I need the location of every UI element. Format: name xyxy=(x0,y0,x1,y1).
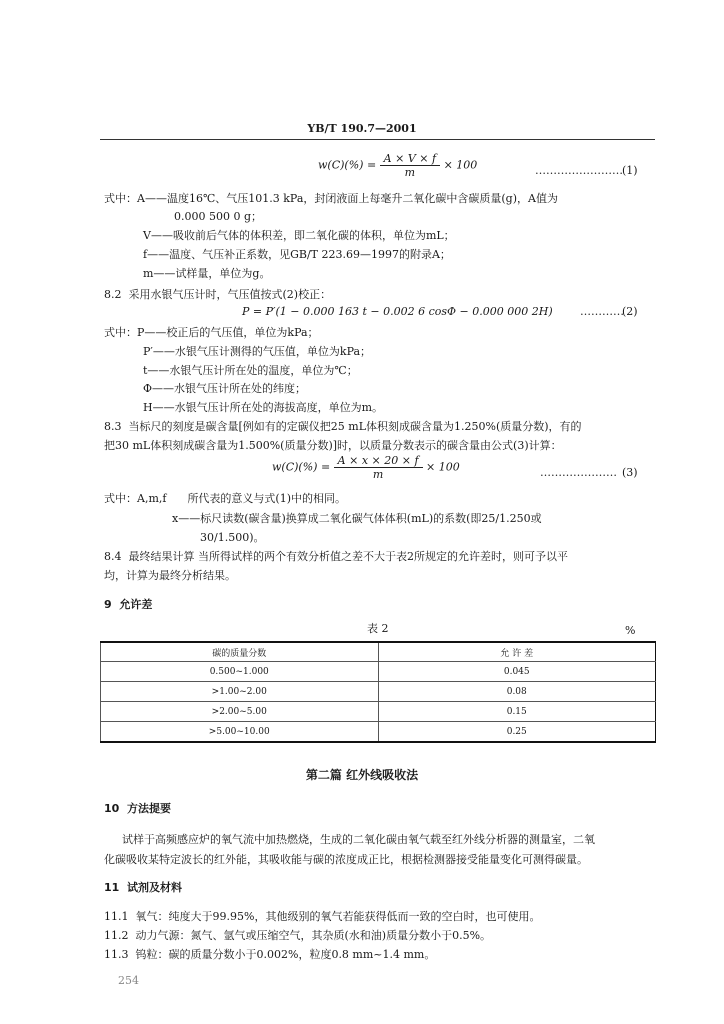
where3-text: 标尺读数(碳含量)换算成二氧化碳气体体积(mL)的系数(即25/1.250或 xyxy=(200,512,542,525)
eq1-tail: × 100 xyxy=(443,158,478,172)
equation-2: P = P′(1 − 0.000 163 t − 0.002 6 cosΦ − 0.000 000 2H) xyxy=(242,305,553,318)
table-cell: >2.00~5.00 xyxy=(101,702,379,722)
where1-text: 吸收前后气体的体积差，即二氧化碳的体积，单位为mL； xyxy=(172,229,455,242)
table-cell: 0.045 xyxy=(378,662,656,682)
table-header-cell: 碳的质量分数 xyxy=(101,642,379,662)
table-row xyxy=(101,662,656,682)
section-8-4-line2: 均，计算为最终分析结果。 xyxy=(104,569,236,582)
table-header-row xyxy=(101,642,656,662)
where2-sym: P′—— xyxy=(143,345,175,358)
where2-sym: Φ—— xyxy=(143,382,175,395)
where3-line-x xyxy=(172,510,542,526)
where3-sym: 式中：A,m,f xyxy=(104,492,167,505)
where2-sym: 式中：P—— xyxy=(104,326,167,339)
section-number: 8.3 xyxy=(104,420,122,433)
section-11-3 xyxy=(104,946,435,962)
section-number: 8.4 xyxy=(104,550,122,563)
table-cell: 0.500~1.000 xyxy=(101,662,379,682)
part-2-title: 第二篇 红外线吸收法 xyxy=(305,768,419,782)
table-2-caption: 表 2 xyxy=(367,622,389,635)
where2-line-phi xyxy=(143,380,306,396)
eq3-denominator: m xyxy=(372,468,384,481)
where1-line-a2: 0.000 500 0 g； xyxy=(174,210,263,223)
item-text: 动力气源：氮气、氩气或压缩空气，其杂质(水和油)质量分数小于0.5%。 xyxy=(135,929,492,942)
section-10-heading xyxy=(104,800,171,816)
where2-text: 校正后的气压值，单位为kPa； xyxy=(166,326,319,339)
section-text: 最终结果计算 当所得试样的两个有效分析值之差不大于表2所规定的允许差时，则可予以平 xyxy=(128,550,568,563)
where1-sym: m—— xyxy=(143,267,176,280)
page-number: 254 xyxy=(118,974,139,987)
section-number: 8.2 xyxy=(104,288,122,301)
table-row xyxy=(101,682,656,702)
item-number: 11.1 xyxy=(104,910,129,923)
where2-line-p xyxy=(104,324,319,340)
table-cell: >5.00~10.00 xyxy=(101,722,379,743)
where1-text: 试样量，单位为g。 xyxy=(175,267,271,280)
eq3-numerator: A × x × 20 × f xyxy=(334,454,423,468)
section-8-4-line1 xyxy=(104,548,568,564)
where1-line-v xyxy=(143,227,455,243)
item-text: 氧气：纯度大于99.95%，其他级别的氧气若能获得低而一致的空白时，也可使用。 xyxy=(135,910,541,923)
section-8-2 xyxy=(104,286,331,302)
where1-sym: 式中：A—— xyxy=(104,192,167,205)
section-number: 10 xyxy=(104,802,120,815)
where2-line-t xyxy=(143,362,358,378)
section-10-line2: 化碳吸收某特定波长的红外能，其吸收能与碳的浓度成正比，根据检测器接受能量变化可测得碳量。 xyxy=(104,853,588,866)
where1-sym: V—— xyxy=(143,229,173,242)
table-2 xyxy=(100,641,656,743)
item-number: 11.2 xyxy=(104,929,129,942)
table-2-unit: % xyxy=(625,624,636,637)
where1-line-f xyxy=(143,246,451,262)
eq1-dots: …………………… xyxy=(535,164,623,177)
equation-3 xyxy=(272,454,460,481)
header-rule xyxy=(100,139,655,140)
running-header: YB/T 190.7—2001 xyxy=(307,122,417,135)
section-11-1 xyxy=(104,908,540,924)
section-text: 当标尺的刻度是碳含量[例如有的定碳仪把25 mL体积刻成碳含量为1.250%(质量分数)，有的 xyxy=(128,420,582,433)
section-11-heading xyxy=(104,879,182,895)
where3-line-amf xyxy=(104,490,346,506)
section-9-heading xyxy=(104,596,152,612)
table-row xyxy=(101,722,656,743)
where2-sym: H—— xyxy=(143,401,175,414)
where2-text: 水银气压计所在处的纬度； xyxy=(174,382,307,395)
where2-line-h xyxy=(143,399,383,415)
where1-text: 温度、气压补正系数，见GB/T 223.69—1997的附录A； xyxy=(169,248,451,261)
where3-text: 所代表的意义与式(1)中的相同。 xyxy=(187,492,347,505)
section-number: 11 xyxy=(104,881,120,894)
where1-sym: f—— xyxy=(143,248,170,261)
item-number: 11.3 xyxy=(104,948,129,961)
eq3-lhs: w(C)(%) = xyxy=(272,460,331,474)
where1-line-m xyxy=(143,265,270,281)
eq1-lhs: w(C)(%) = xyxy=(318,158,377,172)
section-text: 采用水银气压计时，气压值按式(2)校正： xyxy=(128,288,332,301)
table-cell: 0.15 xyxy=(378,702,656,722)
eq3-number: (3) xyxy=(622,466,638,479)
eq2-number: (2) xyxy=(622,305,638,318)
table-row xyxy=(101,702,656,722)
item-text: 钨粒：碳的质量分数小于0.002%，粒度0.8 mm~1.4 mm。 xyxy=(135,948,436,961)
where1-line-a xyxy=(104,190,558,206)
section-8-3-line1 xyxy=(104,418,582,434)
eq1-number: (1) xyxy=(622,164,638,177)
section-title: 允许差 xyxy=(119,598,153,611)
table-cell: >1.00~2.00 xyxy=(101,682,379,702)
eq1-numerator: A × V × f xyxy=(380,152,440,166)
where2-text: 水银气压计所在处的温度，单位为℃； xyxy=(169,364,358,377)
section-number: 9 xyxy=(104,598,112,611)
where1-text: 温度16℃、气压101.3 kPa，封闭液面上每毫升二氧化碳中含碳质量(g)，A值为 xyxy=(166,192,558,205)
where3-line-x2: 30/1.500)。 xyxy=(200,531,265,544)
section-10-line1: 试样于高频感应炉的氧气流中加热燃烧，生成的二氧化碳由氧气载至红外线分析器的测量室，二氧 xyxy=(122,833,595,846)
where3-sym: x—— xyxy=(172,512,201,525)
eq3-dots: ………………… xyxy=(540,466,617,479)
eq2-dots: ………… xyxy=(580,305,624,318)
where2-text: 水银气压计测得的气压值，单位为kPa； xyxy=(174,345,372,358)
table-header-cell: 允 许 差 xyxy=(378,642,656,662)
table-cell: 0.08 xyxy=(378,682,656,702)
eq3-tail: × 100 xyxy=(426,460,460,474)
section-11-2 xyxy=(104,927,491,943)
section-8-3-line2: 把30 mL体积刻成碳含量为1.500%(质量分数)]时，以质量分数表示的碳含量由公式(3)计算： xyxy=(104,439,562,452)
section-title: 试剂及材料 xyxy=(126,881,182,894)
eq1-denominator: m xyxy=(404,166,416,179)
where2-text: 水银气压计所在处的海拔高度，单位为m。 xyxy=(174,401,384,414)
eq3-fraction xyxy=(334,454,423,481)
where2-sym: t—— xyxy=(143,364,170,377)
table-cell: 0.25 xyxy=(378,722,656,743)
section-title: 方法提要 xyxy=(126,802,171,815)
eq1-fraction xyxy=(380,152,440,179)
where2-line-p-prime xyxy=(143,343,371,359)
equation-1 xyxy=(318,152,477,179)
